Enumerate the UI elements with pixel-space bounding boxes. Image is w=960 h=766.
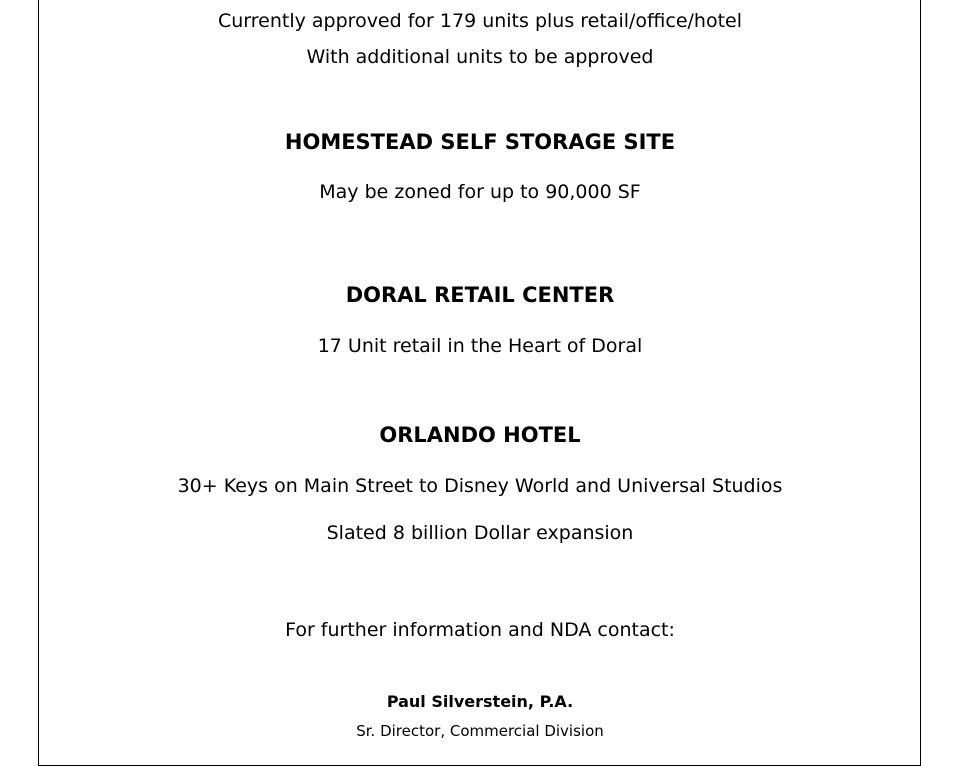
- intro-additional-units: With additional units to be approved: [306, 46, 654, 68]
- contact-name: Paul Silverstein, P.A.: [386, 692, 574, 711]
- homestead-detail: May be zoned for up to 90,000 SF: [319, 181, 641, 203]
- contact-title: Sr. Director, Commercial Division: [356, 722, 604, 740]
- orlando-detail-expansion: Slated 8 billion Dollar expansion: [326, 522, 634, 544]
- intro-approved-units: Currently approved for 179 units plus retail/office/hotel: [217, 10, 743, 32]
- orlando-detail-keys: 30+ Keys on Main Street to Disney World and Universal Studios: [177, 475, 783, 497]
- orlando-heading: ORLANDO HOTEL: [379, 423, 581, 447]
- document-border: [38, 0, 921, 766]
- doral-heading: DORAL RETAIL CENTER: [345, 283, 615, 307]
- contact-intro: For further information and NDA contact:: [285, 619, 675, 641]
- homestead-heading: HOMESTEAD SELF STORAGE SITE: [284, 130, 676, 154]
- doral-detail: 17 Unit retail in the Heart of Doral: [317, 335, 643, 357]
